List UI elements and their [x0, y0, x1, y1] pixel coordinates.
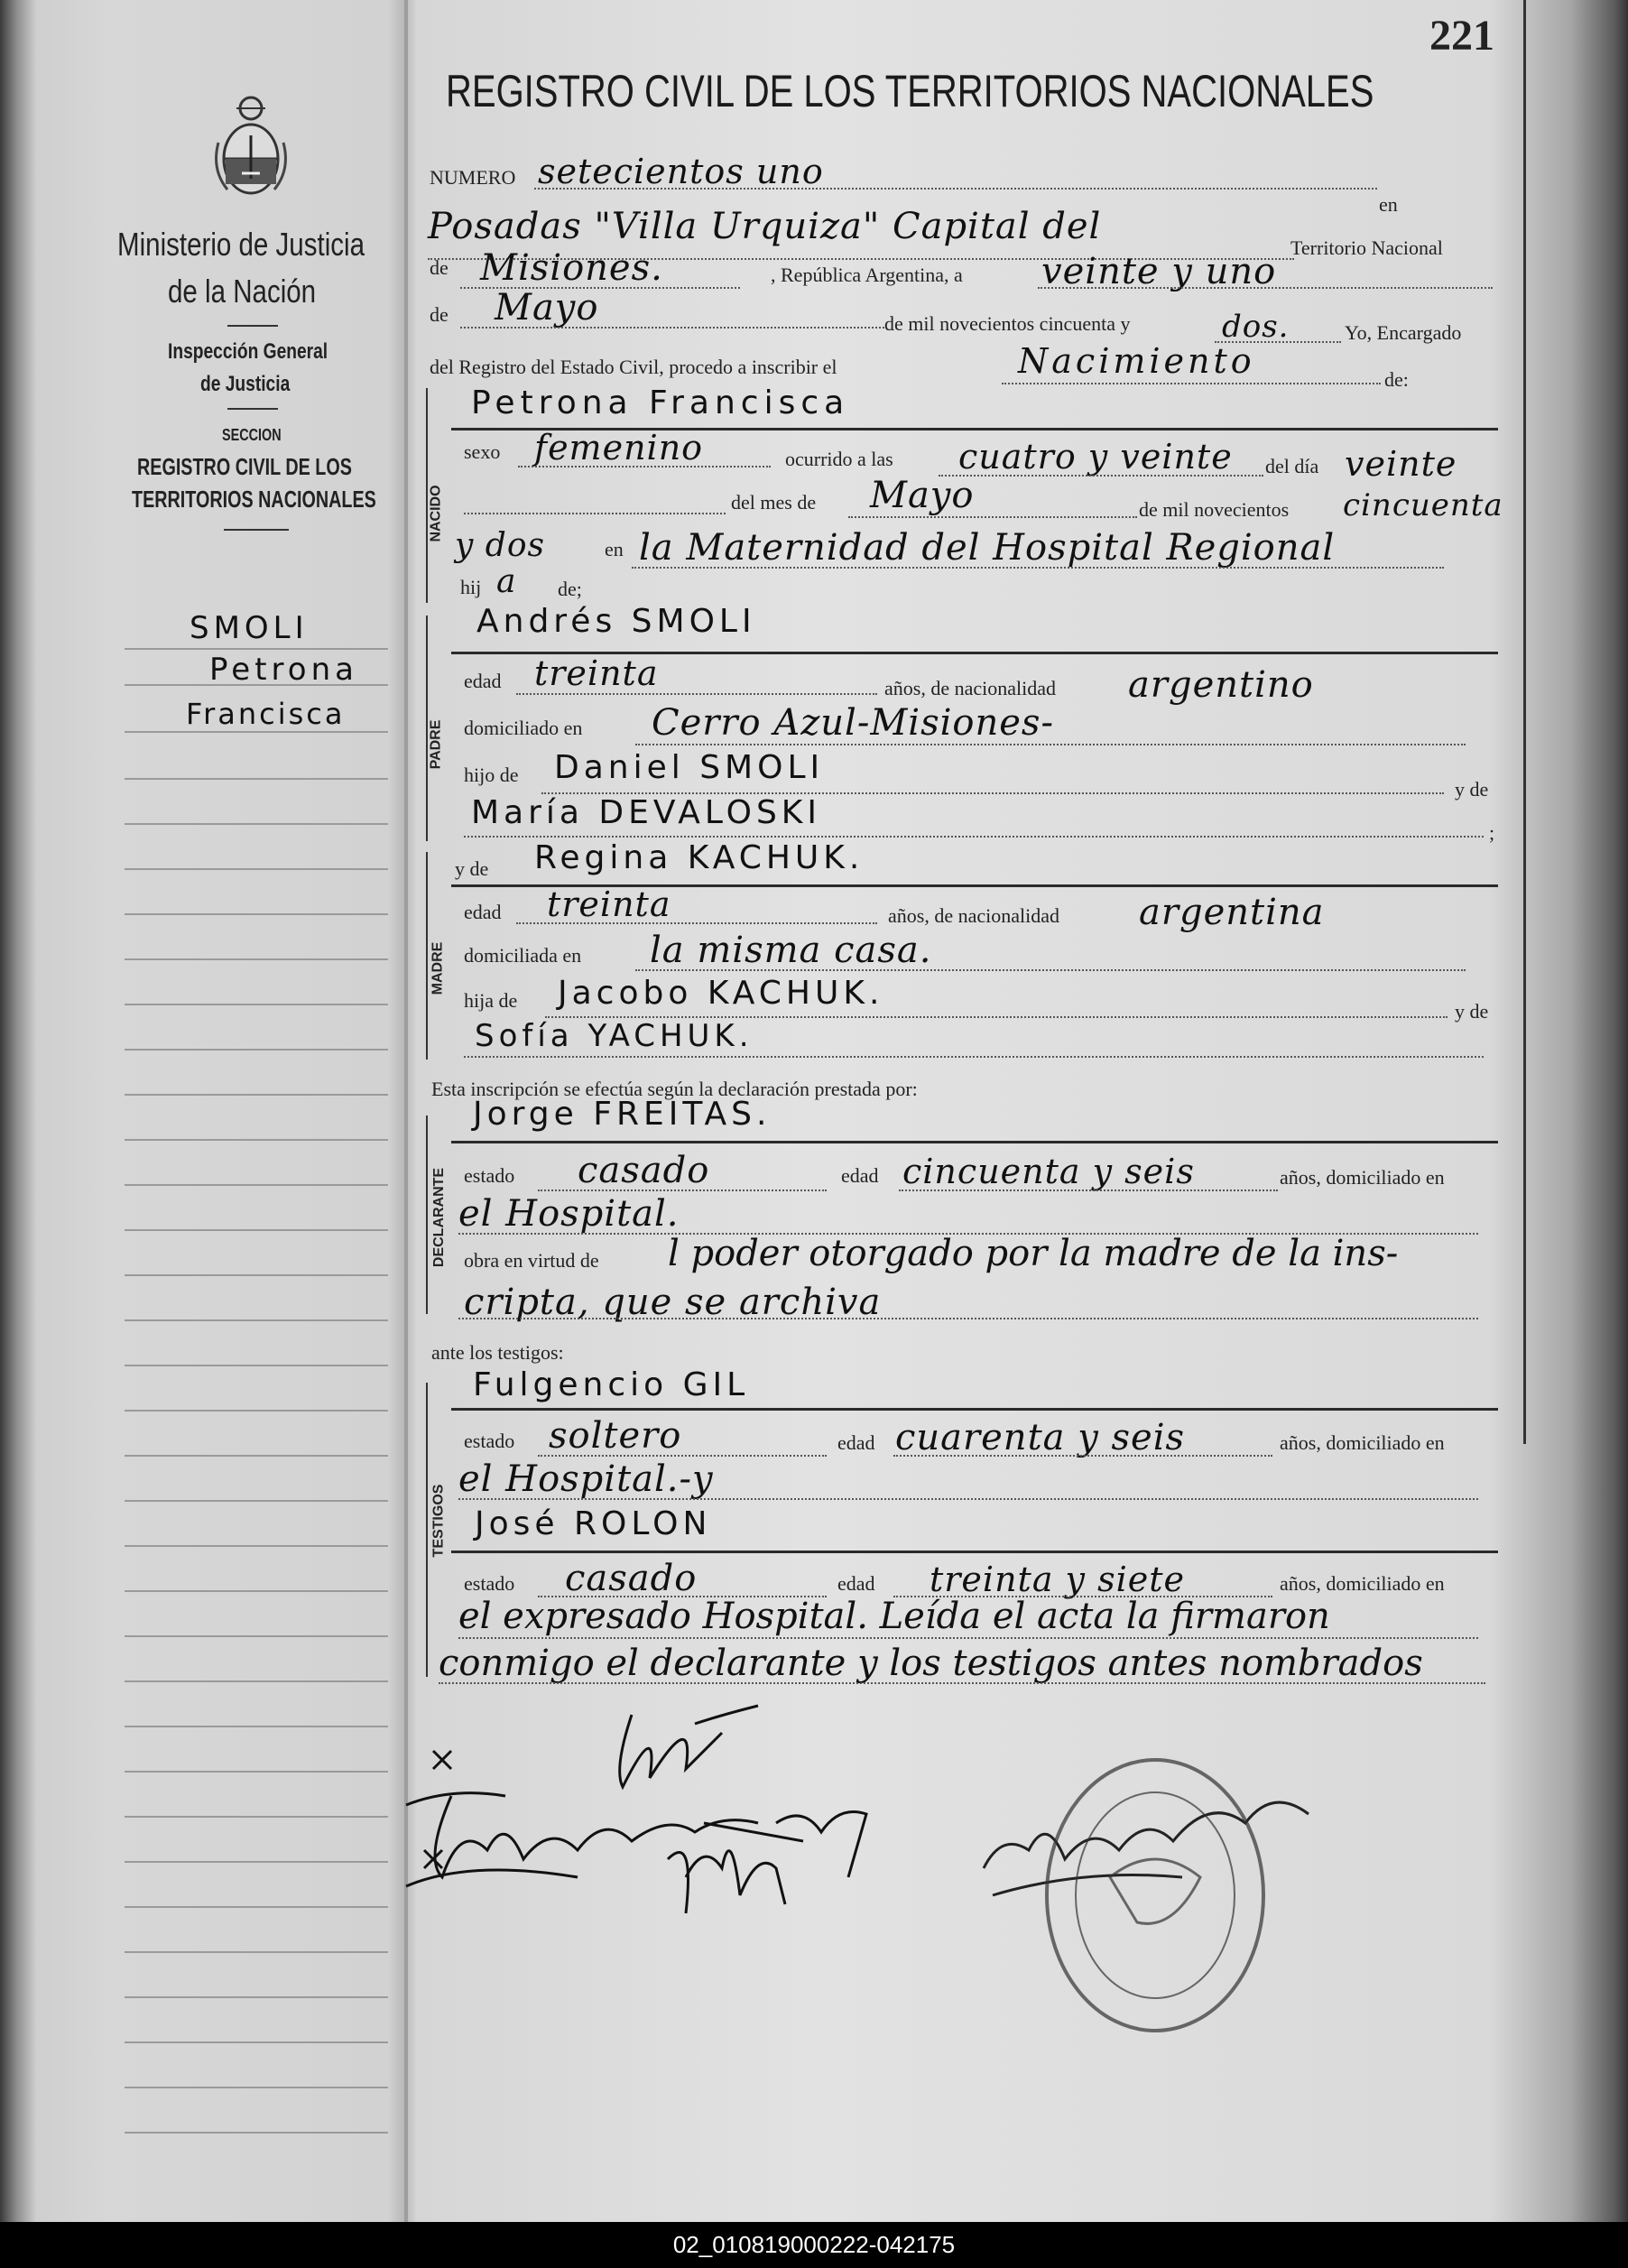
decl-dom-value: el Hospital.: [458, 1193, 680, 1235]
margin-line: [125, 1590, 388, 1592]
t1-anos-label: años, domiciliado en: [1280, 1431, 1445, 1454]
margin-line: [125, 2087, 388, 2088]
padre-edad-value: treinta: [534, 653, 659, 693]
margin-line: [125, 1319, 388, 1321]
margin-line: [125, 1049, 388, 1051]
signature-testigo2: [424, 1823, 803, 1913]
declarante-label: DECLARANTE: [431, 1167, 448, 1268]
margin-line: [125, 1545, 388, 1547]
madre-dom-dots: [635, 969, 1466, 971]
margin-line: [125, 1184, 388, 1186]
padre-padre-value: Daniel SMOLI: [554, 749, 825, 786]
dia-dots: [1038, 287, 1493, 289]
inspeccion-divider: [227, 408, 278, 410]
madre-nac-value: argentina: [1139, 892, 1325, 933]
margin-line: [125, 1726, 388, 1727]
margin-line: [125, 648, 388, 650]
madre-edad-value: treinta: [547, 884, 671, 924]
registro-line1: REGISTRO CIVIL DE LOS: [137, 453, 352, 480]
margin-line: [125, 1951, 388, 1953]
madre-edad-label: edad: [464, 901, 502, 923]
madre-edad-dots: [516, 922, 877, 924]
mil-label: de mil novecientos cincuenta y: [884, 312, 1131, 335]
hora-dots: [939, 475, 1263, 477]
margin-line: [125, 1365, 388, 1366]
t2-dom-dots: [458, 1637, 1478, 1639]
margin-line: [125, 1094, 388, 1096]
madre-madre-value: Sofía YACHUK.: [475, 1018, 754, 1054]
madre-nombre: Regina KACHUK.: [534, 839, 865, 876]
madre-dom-value: la misma casa.: [650, 930, 932, 971]
anio-value: dos.: [1222, 309, 1290, 345]
registro-line2: TERRITORIOS NACIONALES: [132, 486, 376, 513]
declarante-nombre: Jorge FREITAS.: [473, 1096, 772, 1133]
coat-of-arms-icon: [209, 88, 292, 201]
mes-nac-dots-a: [464, 513, 726, 514]
ministry-divider: [227, 325, 278, 327]
territorio-label: Territorio Nacional: [1290, 236, 1443, 259]
nacido-label: NACIDO: [428, 485, 444, 542]
t1-edad-dots: [893, 1455, 1272, 1457]
en-nac-label: en: [605, 538, 624, 560]
declarante-rule: [451, 1141, 1498, 1143]
t2-anos-label: años, domiciliado en: [1280, 1572, 1445, 1595]
decl-obra2-value: cripta, que se archiva: [464, 1282, 882, 1323]
margin-line: [125, 1455, 388, 1457]
mes-dots: [460, 327, 884, 329]
t1-dom-dots: [458, 1498, 1478, 1500]
decl-obra-label: obra en virtud de: [464, 1249, 599, 1272]
inspeccion-line2: de Justicia: [200, 372, 291, 396]
padre-edad-label: edad: [464, 670, 502, 692]
margin-line: [125, 1274, 388, 1276]
margin-line: [125, 1816, 388, 1818]
padre-hijo-label: hijo de: [464, 764, 519, 786]
anio-nac1-value: cincuenta: [1343, 487, 1503, 523]
acto-value: Nacimiento: [1018, 341, 1255, 381]
margin-line: [125, 1680, 388, 1682]
dia-nac-value: veinte: [1345, 444, 1457, 484]
testigos-label: TESTIGOS: [430, 1484, 447, 1558]
yo-label: Yo, Encargado: [1345, 321, 1462, 344]
madre-nac-label: años, de nacionalidad: [888, 904, 1059, 927]
decl-edad-label: edad: [841, 1164, 879, 1187]
decl-anos-label: años, domiciliado en: [1280, 1166, 1445, 1189]
t2-edad-value: treinta y siete: [930, 1560, 1186, 1599]
margin-line: [125, 1635, 388, 1637]
testigo1-nombre: Fulgencio GIL: [473, 1366, 750, 1403]
ante-text: ante los testigos:: [431, 1341, 564, 1364]
lugar-nac-dots: [632, 567, 1444, 569]
margin-line: [125, 2041, 388, 2043]
padre-nombre: Andrés SMOLI: [476, 603, 756, 640]
margin-line: [125, 2132, 388, 2134]
padre-y-de-label: y de: [1455, 778, 1489, 801]
t2-dom-value: el expresado Hospital. Leída el acta la firmaron: [458, 1596, 1330, 1637]
madre-y-de-label: y de: [455, 857, 489, 880]
footer-id: 02_010819000222-042175: [0, 2222, 1628, 2268]
madre-hija-label: hija de: [464, 989, 518, 1012]
decl-edad-value: cincuenta y seis: [902, 1152, 1195, 1191]
margin-line: [125, 778, 388, 780]
margin-given2: Francisca: [186, 697, 346, 731]
ministry-line1: Ministerio de Justicia: [117, 226, 365, 263]
t1-estado-label: estado: [464, 1430, 515, 1452]
margin-line: [125, 1139, 388, 1141]
decl-obra1-value: l poder otorgado por la madre de la ins-: [668, 1233, 1399, 1274]
registro-text: del Registro del Estado Civil, procedo a inscribir el: [430, 356, 837, 378]
decl-obra2-dots: [458, 1318, 1478, 1319]
padre-semicolon: ;: [1489, 821, 1495, 844]
padre-nac-value: argentino: [1128, 664, 1314, 706]
margin-line: [125, 1004, 388, 1005]
padre-label: PADRE: [428, 719, 444, 770]
decl-estado-dots: [538, 1190, 827, 1191]
de-colon-label: de:: [1384, 368, 1409, 391]
signature-encargado: [984, 1802, 1309, 1895]
de-label-1: de: [430, 256, 449, 279]
republica-label: , República Argentina, a: [771, 264, 963, 286]
padre-dom-value: Cerro Azul-Misiones-: [652, 702, 1054, 744]
margin-line: [125, 1996, 388, 1998]
madre-madre-dots: [464, 1056, 1484, 1058]
nacido-nombre: Petrona Francisca: [471, 384, 850, 421]
sexo-dots: [518, 466, 771, 467]
margin-line: [125, 1771, 388, 1773]
decl-edad-dots: [899, 1190, 1278, 1191]
testigo2-nombre: José ROLON: [475, 1505, 712, 1542]
declaracion-text: Esta inscripción se efectúa según la declaración prestada por:: [431, 1078, 918, 1100]
numero-label: NUMERO: [430, 166, 516, 189]
madre-dom-label: domiciliada en: [464, 944, 582, 967]
del-mes-label: del mes de: [731, 491, 817, 514]
padre-edad-dots: [516, 693, 877, 695]
territorio-value: Misiones.: [480, 247, 663, 289]
padre-madre-dots: [464, 836, 1484, 838]
sexo-value: femenino: [534, 428, 704, 467]
dia-value: veinte y uno: [1041, 251, 1277, 292]
hij-suffix: a: [496, 563, 517, 600]
testigo2-rule: [451, 1551, 1498, 1553]
decl-estado-label: estado: [464, 1164, 515, 1187]
seccion-label: SECCION: [222, 426, 282, 444]
numero-value: setecientos uno: [538, 152, 824, 191]
margin-line: [125, 731, 388, 733]
margin-line: [125, 868, 388, 870]
hora-value: cuatro y veinte: [958, 437, 1233, 477]
testigo1-rule: [451, 1408, 1498, 1411]
margin-line: [125, 913, 388, 915]
ocurrido-label: ocurrido a las: [785, 448, 893, 470]
lugar-nac-value: la Maternidad del Hospital Regional: [639, 527, 1336, 569]
registro-divider: [224, 529, 289, 531]
margin-line: [125, 1906, 388, 1908]
sexo-label: sexo: [464, 440, 501, 463]
mes-nac-value: Mayo: [870, 475, 975, 516]
right-margin-line: [1523, 0, 1526, 1444]
inspeccion-line1: Inspección General: [168, 339, 328, 364]
page-number: 221: [1429, 12, 1494, 60]
en-label: en: [1379, 193, 1398, 216]
cierre-dots: [439, 1682, 1485, 1684]
t1-dom-value: el Hospital.-y: [458, 1458, 714, 1500]
padre-nac-label: años, de nacionalidad: [884, 677, 1056, 699]
padre-madre-value: María DEVALOSKI: [471, 794, 822, 831]
mil2-label: de mil novecientos: [1139, 498, 1290, 521]
t1-edad-label: edad: [837, 1431, 875, 1454]
margin-line: [125, 1410, 388, 1412]
acto-dots: [1002, 383, 1381, 384]
cierre-value: conmigo el declarante y los testigos antes nombrados: [439, 1643, 1423, 1684]
decl-estado-value: casado: [578, 1150, 710, 1191]
madre-padre-value: Jacobo KACHUK.: [558, 975, 884, 1012]
page-title: REGISTRO CIVIL DE LOS TERRITORIOS NACIONALES: [446, 66, 1374, 116]
margin-given1: Petrona: [209, 652, 358, 688]
t1-estado-value: soltero: [549, 1415, 682, 1457]
margin-line: [125, 823, 388, 825]
del-dia-label: del día: [1265, 455, 1319, 477]
ministry-line2: de la Nación: [168, 273, 317, 310]
margin-line: [125, 1229, 388, 1231]
t1-edad-value: cuarenta y seis: [895, 1417, 1186, 1458]
madre-label: MADRE: [430, 941, 446, 995]
margin-surname: SMOLI: [190, 610, 309, 646]
margin-line: [125, 1500, 388, 1502]
margin-line: [125, 1861, 388, 1863]
seal-icon: [1047, 1760, 1263, 2031]
padre-dom-dots: [635, 744, 1466, 745]
de-semicolon-label: de;: [558, 578, 582, 600]
anio-nac2-value: y dos: [455, 527, 545, 564]
padre-dom-label: domiciliado en: [464, 717, 583, 739]
t2-edad-label: edad: [837, 1572, 875, 1595]
t1-estado-dots: [538, 1455, 827, 1457]
mes-nac-dots: [848, 516, 1137, 518]
signatures-area: [397, 1697, 1408, 2112]
signature-declarante: [433, 1706, 758, 1787]
t2-estado-label: estado: [464, 1572, 515, 1595]
margin-line: [125, 958, 388, 960]
lugar-value: Posadas "Villa Urquiza" Capital del: [428, 206, 1102, 247]
t2-estado-value: casado: [565, 1558, 698, 1599]
hij-label: hij: [460, 576, 482, 598]
mes-value: Mayo: [495, 287, 599, 329]
de-label-2: de: [430, 303, 449, 326]
madre-y-de2-label: y de: [1455, 1000, 1489, 1023]
